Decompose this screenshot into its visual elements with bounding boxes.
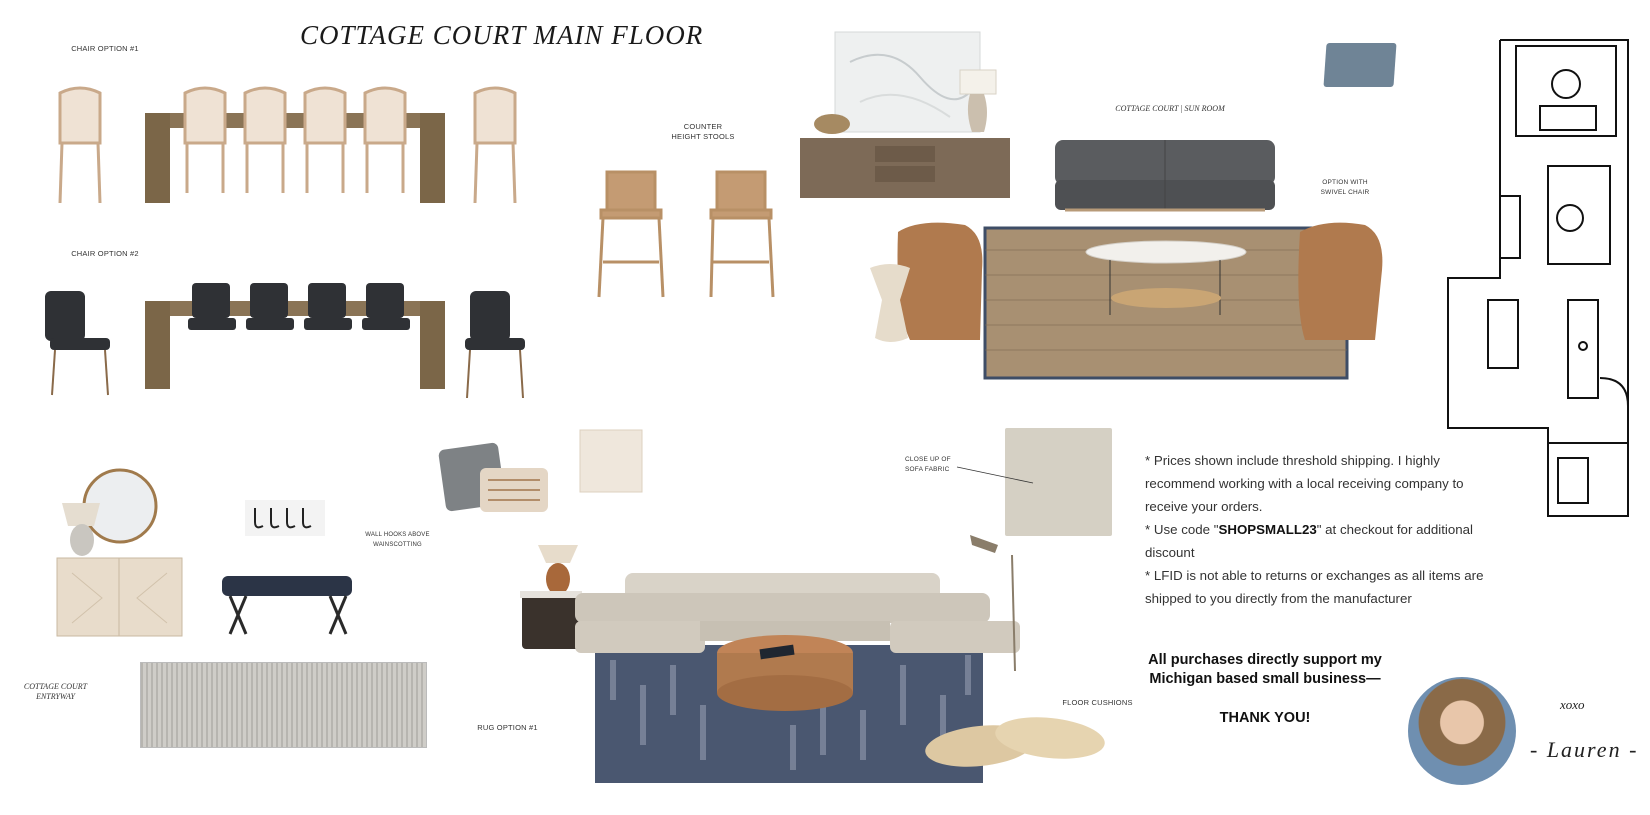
sofa-fabric-label: CLOSE UP OF SOFA FABRIC [905,456,951,473]
rug-option-label: RUG OPTION #1 [477,723,538,732]
sun-room-label: COTTAGE COURT | SUN ROOM [1115,104,1225,113]
entry-bench [218,576,358,636]
fabric-callout-line [955,465,1035,485]
dining-set-option-1 [50,88,550,213]
shipping-notes [1145,449,1505,610]
wall-hooks-label: WALL HOOKS ABOVE WAINSCOTTING [365,532,430,548]
counter-stools-label: COUNTER HEIGHT STOOLS [671,122,735,141]
signature: - Lauren - [1530,737,1639,762]
chair-option-1-label: CHAIR OPTION #1 [71,44,139,53]
thank-you-text: THANK YOU! [1219,710,1311,726]
entryway-console [52,468,192,638]
pillows-and-throw [440,428,655,518]
note-discount: * Use code "SHOPSMALL23" at checkout for additional discount [1145,522,1474,560]
entry-runner [140,662,427,748]
counter-stools [595,172,790,302]
floor-cushions-label: FLOOR CUSHIONS [1062,698,1133,707]
note-shipping: * Prices shown include threshold shipping. I highly recommend working with a local receiving company to receive your orders. [1145,453,1464,514]
paint-swatch [1323,43,1396,87]
discount-code: SHOPSMALL23 [1218,522,1317,537]
dining-set-option-2 [40,283,550,403]
chair-option-2-label: CHAIR OPTION #2 [71,249,139,258]
note-returns: * LFID is not able to returns or exchanges as all items are shipped to you directly from the manufacturer [1145,568,1484,606]
sun-room-vignette [870,140,1420,385]
entryway-label: COTTAGE COURT ENTRYWAY [23,682,88,701]
swivel-option-label: OPTION WITH SWIVEL CHAIR [1320,179,1370,196]
designer-avatar [1408,677,1516,785]
support-message: All purchases directly support my Michigan based small business— [1148,652,1382,687]
board-title: COTTAGE COURT MAIN FLOOR [300,20,704,50]
floor-plan [1440,38,1630,518]
wall-hooks [245,500,325,536]
xoxo-text: xoxo [1560,697,1585,712]
floor-cushions [925,712,1110,772]
